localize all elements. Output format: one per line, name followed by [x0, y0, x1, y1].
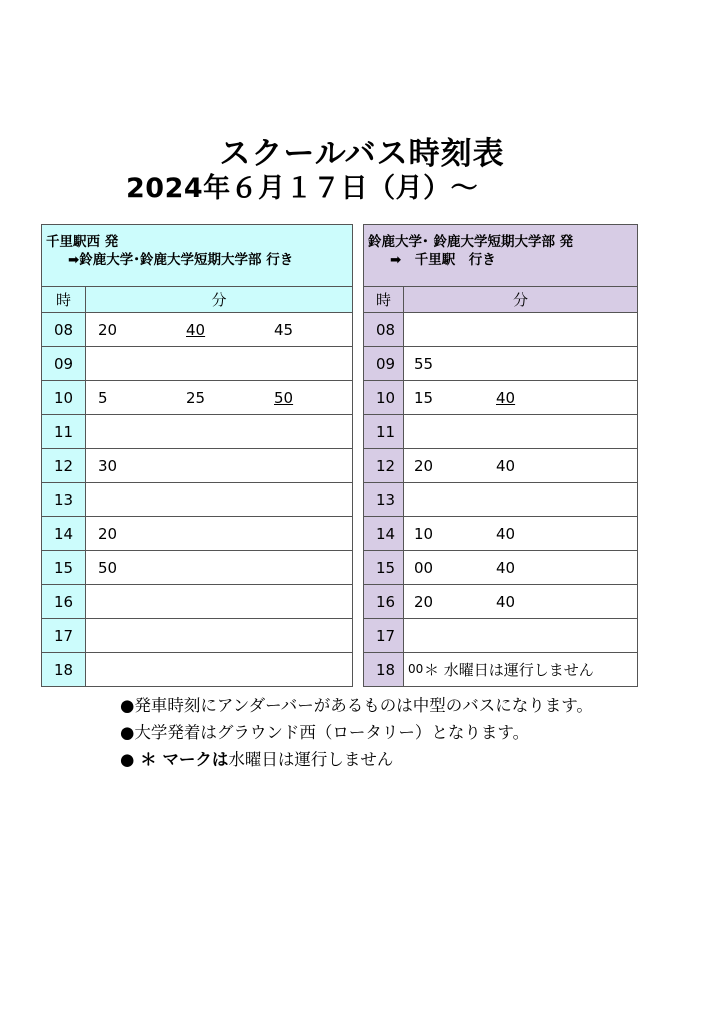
minutes-cell — [86, 517, 353, 551]
departure-minute: 00 — [414, 559, 434, 577]
minutes-cell — [404, 415, 638, 449]
hour-cell: 13 — [42, 483, 86, 517]
notes — [120, 692, 593, 773]
right-header-destination: ➡ 千里駅 行き — [390, 252, 496, 268]
table-row — [364, 313, 638, 347]
minutes-cell — [404, 551, 638, 585]
right-table-header — [364, 225, 638, 287]
hour-cell: 11 — [364, 415, 404, 449]
minutes-cell — [86, 449, 353, 483]
minutes-cell — [86, 313, 353, 347]
table-row — [42, 347, 353, 381]
departure-minute: 40 — [496, 525, 516, 543]
table-row — [42, 619, 353, 653]
minutes-cell — [404, 653, 638, 687]
departure-minute: 5 — [98, 389, 108, 407]
hour-cell: 11 — [42, 415, 86, 449]
left-header-origin: 千里駅西 発 — [46, 234, 119, 250]
departure-minute: 20 — [414, 593, 434, 611]
departure-minute: 40 — [496, 559, 516, 577]
departure-minute: 55 — [414, 355, 434, 373]
minutes-cell — [404, 483, 638, 517]
hour-cell: 18 — [364, 653, 404, 687]
table-row — [364, 347, 638, 381]
table-row — [42, 653, 353, 687]
hour-cell: 10 — [42, 381, 86, 415]
hour-cell: 14 — [364, 517, 404, 551]
right-header-origin: 鈴鹿大学･ 鈴鹿大学短期大学部 発 — [368, 234, 574, 250]
departure-minute: 40 — [496, 389, 516, 407]
table-row — [42, 551, 353, 585]
hour-cell: 17 — [42, 619, 86, 653]
minutes-cell — [404, 381, 638, 415]
minutes-cell — [404, 517, 638, 551]
departure-minute: 45 — [274, 321, 294, 339]
minutes-cell — [86, 381, 353, 415]
departure-minute: 50 — [274, 389, 294, 407]
effective-date: 2024年６月１７日（月）～ — [126, 173, 479, 204]
note-asterisk-prefix: ● ＊ マークは — [120, 750, 229, 769]
table-row — [364, 585, 638, 619]
departure-minute: 15 — [414, 389, 434, 407]
minutes-cell — [404, 347, 638, 381]
hour-cell: 08 — [364, 313, 404, 347]
timetable-university-to-senri — [363, 224, 638, 687]
departure-minute: 10 — [414, 525, 434, 543]
hour-cell: 13 — [364, 483, 404, 517]
right-col-minute: 分 — [404, 287, 638, 313]
hour-cell: 14 — [42, 517, 86, 551]
table-row — [42, 313, 353, 347]
hour-cell: 18 — [42, 653, 86, 687]
timetable-senri-to-university — [41, 224, 353, 687]
note-asterisk-text: 水曜日は運行しません — [228, 750, 394, 769]
departure-minute: 20 — [98, 525, 118, 543]
hour-cell: 08 — [42, 313, 86, 347]
table-row — [42, 415, 353, 449]
right-col-hour: 時 — [364, 287, 404, 313]
departure-minute: 40 — [496, 593, 516, 611]
note-boarding-location: ●大学発着はグラウンド西（ロータリー）となります。 — [120, 723, 530, 742]
table-row — [42, 517, 353, 551]
departure-minute: 25 — [186, 389, 206, 407]
wednesday-note: ＊ 水曜日は運行しません — [424, 661, 594, 679]
left-table-header — [42, 225, 353, 287]
last-departure-minute: 00 — [408, 662, 424, 676]
left-header-destination: ➡鈴鹿大学･鈴鹿大学短期大学部 行き — [68, 252, 294, 268]
note-underline: ●発車時刻にアンダーバーがあるものは中型のバスになります。 — [120, 696, 593, 715]
table-row — [364, 551, 638, 585]
hour-cell: 17 — [364, 619, 404, 653]
departure-minute: 40 — [186, 321, 206, 339]
hour-cell: 09 — [42, 347, 86, 381]
table-row — [364, 517, 638, 551]
note-asterisk — [120, 746, 593, 773]
table-row — [42, 381, 353, 415]
minutes-cell — [404, 449, 638, 483]
minutes-cell — [404, 619, 638, 653]
minutes-cell — [86, 483, 353, 517]
hour-cell: 09 — [364, 347, 404, 381]
minutes-cell — [404, 313, 638, 347]
table-row — [364, 483, 638, 517]
minutes-cell — [86, 551, 353, 585]
departure-minute: 40 — [496, 457, 516, 475]
hour-cell: 10 — [364, 381, 404, 415]
left-col-minute: 分 — [86, 287, 353, 313]
hour-cell: 15 — [364, 551, 404, 585]
table-row — [42, 585, 353, 619]
table-row — [364, 449, 638, 483]
minutes-cell — [86, 585, 353, 619]
table-row — [364, 381, 638, 415]
hour-cell: 12 — [364, 449, 404, 483]
table-row — [42, 483, 353, 517]
departure-minute: 20 — [98, 321, 118, 339]
page-title: スクールバス時刻表 — [219, 136, 505, 172]
table-row — [42, 449, 353, 483]
departure-minute: 50 — [98, 559, 118, 577]
hour-cell: 15 — [42, 551, 86, 585]
departure-minute: 20 — [414, 457, 434, 475]
hour-cell: 16 — [42, 585, 86, 619]
minutes-cell — [86, 619, 353, 653]
minutes-cell — [86, 347, 353, 381]
left-col-hour: 時 — [42, 287, 86, 313]
minutes-cell — [86, 653, 353, 687]
hour-cell: 12 — [42, 449, 86, 483]
table-row — [364, 415, 638, 449]
table-row — [364, 653, 638, 687]
hour-cell: 16 — [364, 585, 404, 619]
minutes-cell — [86, 415, 353, 449]
table-row — [364, 619, 638, 653]
departure-minute: 30 — [98, 457, 118, 475]
minutes-cell — [404, 585, 638, 619]
